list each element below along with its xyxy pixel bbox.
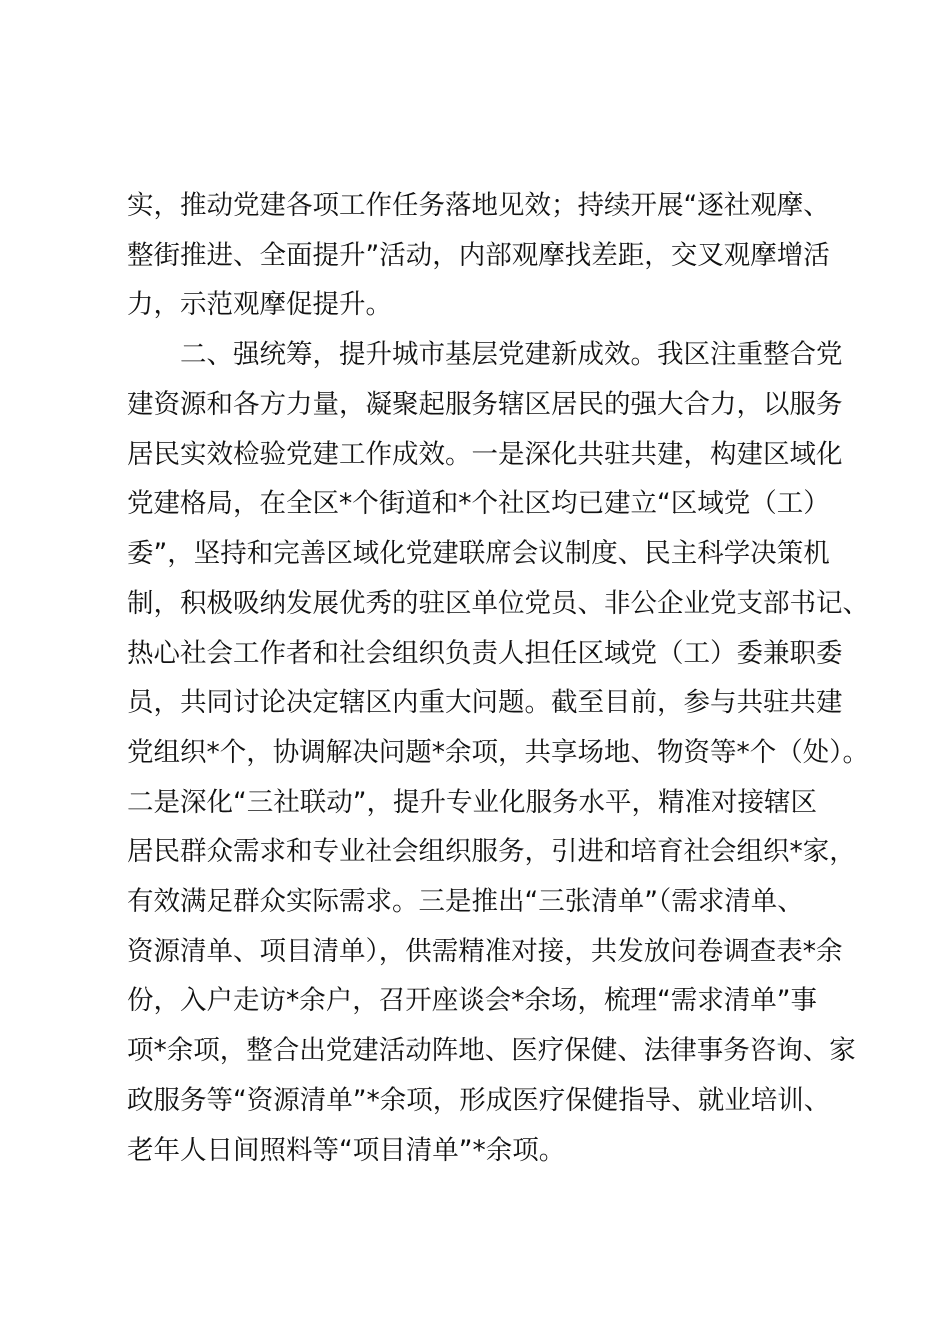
section-heading-line: 二、强统筹，提升城市基层党建新成效。我区注重整合党	[180, 339, 843, 370]
text-line: 委”，坚持和完善区域化党建联席会议制度、民主科学决策机	[127, 538, 830, 569]
text-line: 政服务等“资源清单”*余项，形成医疗保健指导、就业培训、	[127, 1085, 831, 1116]
text-line: 份，入户走访*余户，召开座谈会*余场，梳理“需求清单”事	[127, 985, 817, 1016]
text-line: 员，共同讨论决定辖区内重大问题。截至目前，参与共驻共建	[127, 687, 843, 718]
text-line: 项*余项，整合出党建活动阵地、医疗保健、法律事务咨询、家	[127, 1035, 856, 1066]
text-line: 党建格局，在全区*个街道和*个社区均已建立“区域党（工）	[127, 488, 830, 519]
text-line: 制，积极吸纳发展优秀的驻区单位党员、非公企业党支部书记、	[127, 588, 869, 619]
text-line: 实，推动党建各项工作任务落地见效；持续开展“逐社观摩、	[127, 190, 830, 221]
text-line: 建资源和各方力量，凝聚起服务辖区居民的强大合力，以服务	[127, 389, 843, 420]
text-line: 党组织*个，协调解决问题*余项，共享场地、物资等*个（处）。	[127, 737, 869, 768]
text-line: 资源清单、项目清单），供需精准对接，共发放问卷调查表*余	[127, 936, 843, 967]
text-line: 二是深化“三社联动”，提升专业化服务水平，精准对接辖区	[127, 787, 817, 818]
text-line: 居民实效检验党建工作成效。一是深化共驻共建，构建区域化	[127, 439, 843, 470]
text-line: 有效满足群众实际需求。三是推出“三张清单”（需求清单、	[127, 886, 804, 917]
text-line: 热心社会工作者和社会组织负责人担任区域党（工）委兼职委	[127, 638, 843, 669]
text-line: 整街推进、全面提升”活动，内部观摩找差距，交叉观摩增活	[127, 240, 830, 271]
text-line: 老年人日间照料等“项目清单”*余项。	[127, 1135, 566, 1166]
text-line: 力，示范观摩促提升。	[127, 289, 392, 320]
text-line: 居民群众需求和专业社会组织服务，引进和培育社会组织*家，	[127, 836, 856, 867]
